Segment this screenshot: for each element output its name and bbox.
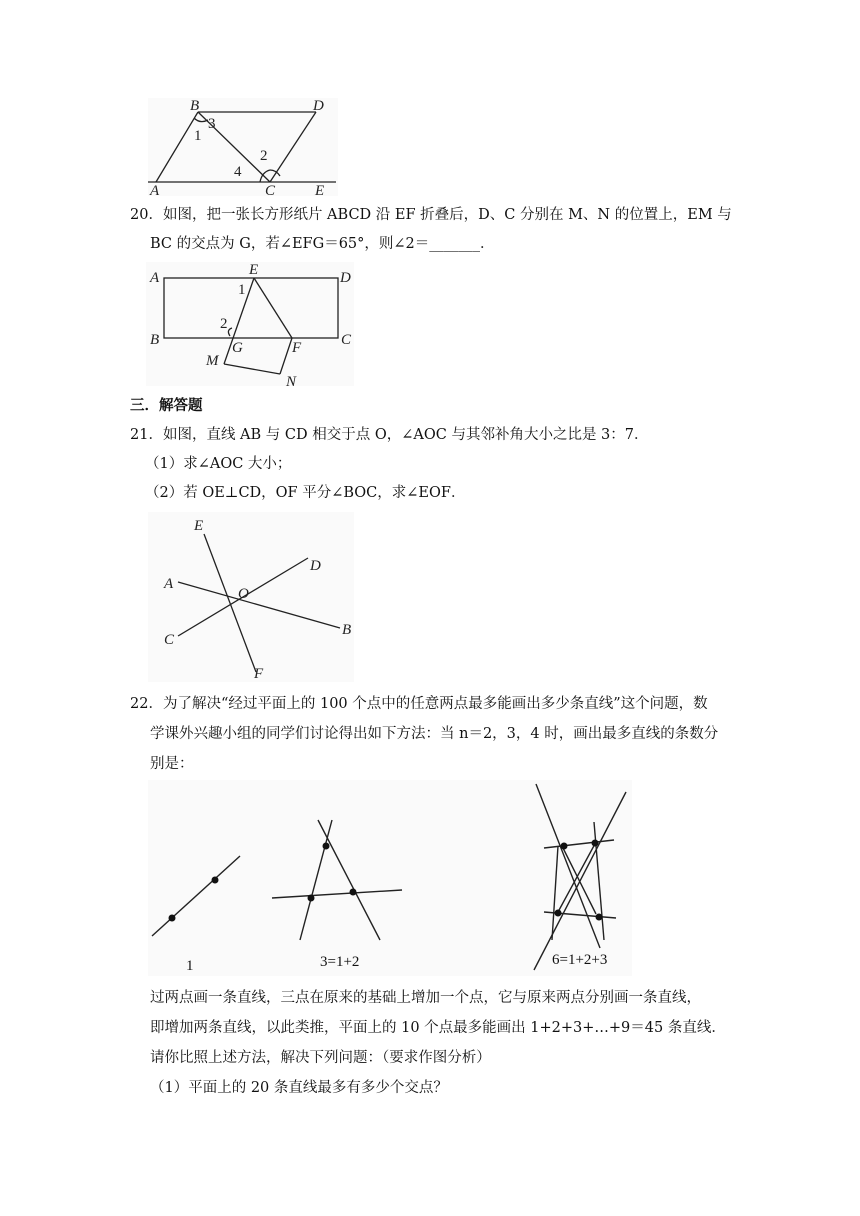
lines-label-E: E [194, 518, 204, 534]
fold-label-E: E [249, 262, 259, 278]
q22-stem-line1: 22．为了解决“经过平面上的 100 个点中的任意两点最多能画出多少条直线”这个问题，数 [130, 696, 708, 712]
fold-label-D: D [340, 270, 351, 286]
q20-stem-line2: BC 的交点为 G，若∠EFG＝65°，则∠2＝_______． [150, 236, 495, 252]
fold-label-A: A [150, 270, 160, 286]
label-angle-2: 2 [260, 148, 268, 164]
q20-stem-line1: 20．如图，把一张长方形纸片 ABCD 沿 EF 折叠后，D、C 分别在 M、N 的位置上，EM 与 [130, 207, 732, 223]
caption-three-points: 3=1+2 [320, 954, 360, 970]
lines-label-O: O [238, 586, 249, 602]
figure-parallelogram [148, 98, 338, 196]
lines-label-D: D [310, 558, 321, 574]
label-angle-3: 3 [208, 116, 216, 132]
q22-stem-line2: 学课外兴趣小组的同学们讨论得出如下方法：当 n＝2，3，4 时，画出最多直线的条数分 [150, 726, 719, 742]
figure-folded-rectangle [146, 262, 354, 386]
figure-line-counting [148, 780, 632, 976]
fold-label-angle-1: 1 [238, 282, 246, 298]
label-A: A [150, 183, 160, 196]
q22-explain-line2: 即增加两条直线，以此类推，平面上的 10 个点最多能画出 1+2+3+…+9＝45 条直线． [150, 1020, 726, 1036]
lines-label-B: B [342, 622, 352, 638]
fold-label-B: B [150, 332, 160, 348]
fold-label-F: F [292, 340, 302, 356]
q22-stem-line3: 别是： [150, 756, 194, 772]
caption-four-points: 6=1+2+3 [552, 952, 608, 968]
section-title: 三．解答题 [130, 398, 203, 414]
fold-label-angle-2: 2 [220, 316, 228, 332]
fold-label-G: G [232, 340, 243, 356]
label-D: D [313, 98, 324, 114]
label-C: C [265, 183, 276, 196]
q21-part1: （1）求∠AOC 大小； [145, 456, 292, 472]
q22-part1: （1）平面上的 20 条直线最多有多少个交点？ [150, 1080, 448, 1096]
caption-two-points: 1 [186, 958, 194, 974]
fold-label-C: C [341, 332, 352, 348]
label-B: B [190, 98, 200, 114]
q22-prompt: 请你比照上述方法，解决下列问题：（要求作图分析） [150, 1050, 491, 1066]
lines-label-C: C [164, 632, 175, 648]
label-E: E [315, 183, 325, 196]
q21-part2: （2）若 OE⊥CD，OF 平分∠BOC，求∠EOF． [145, 485, 466, 501]
lines-label-A: A [164, 576, 174, 592]
q21-stem: 21．如图，直线 AB 与 CD 相交于点 O，∠AOC 与其邻补角大小之比是 3：7． [130, 427, 649, 443]
lines-label-F: F [254, 666, 264, 682]
fold-label-N: N [286, 374, 297, 386]
fold-label-M: M [206, 353, 219, 369]
q22-explain-line1: 过两点画一条直线，三点在原来的基础上增加一个点，它与原来两点分别画一条直线， [150, 990, 701, 1006]
figure-intersecting-lines [148, 512, 354, 682]
label-angle-4: 4 [234, 164, 242, 180]
label-angle-1: 1 [194, 128, 202, 144]
